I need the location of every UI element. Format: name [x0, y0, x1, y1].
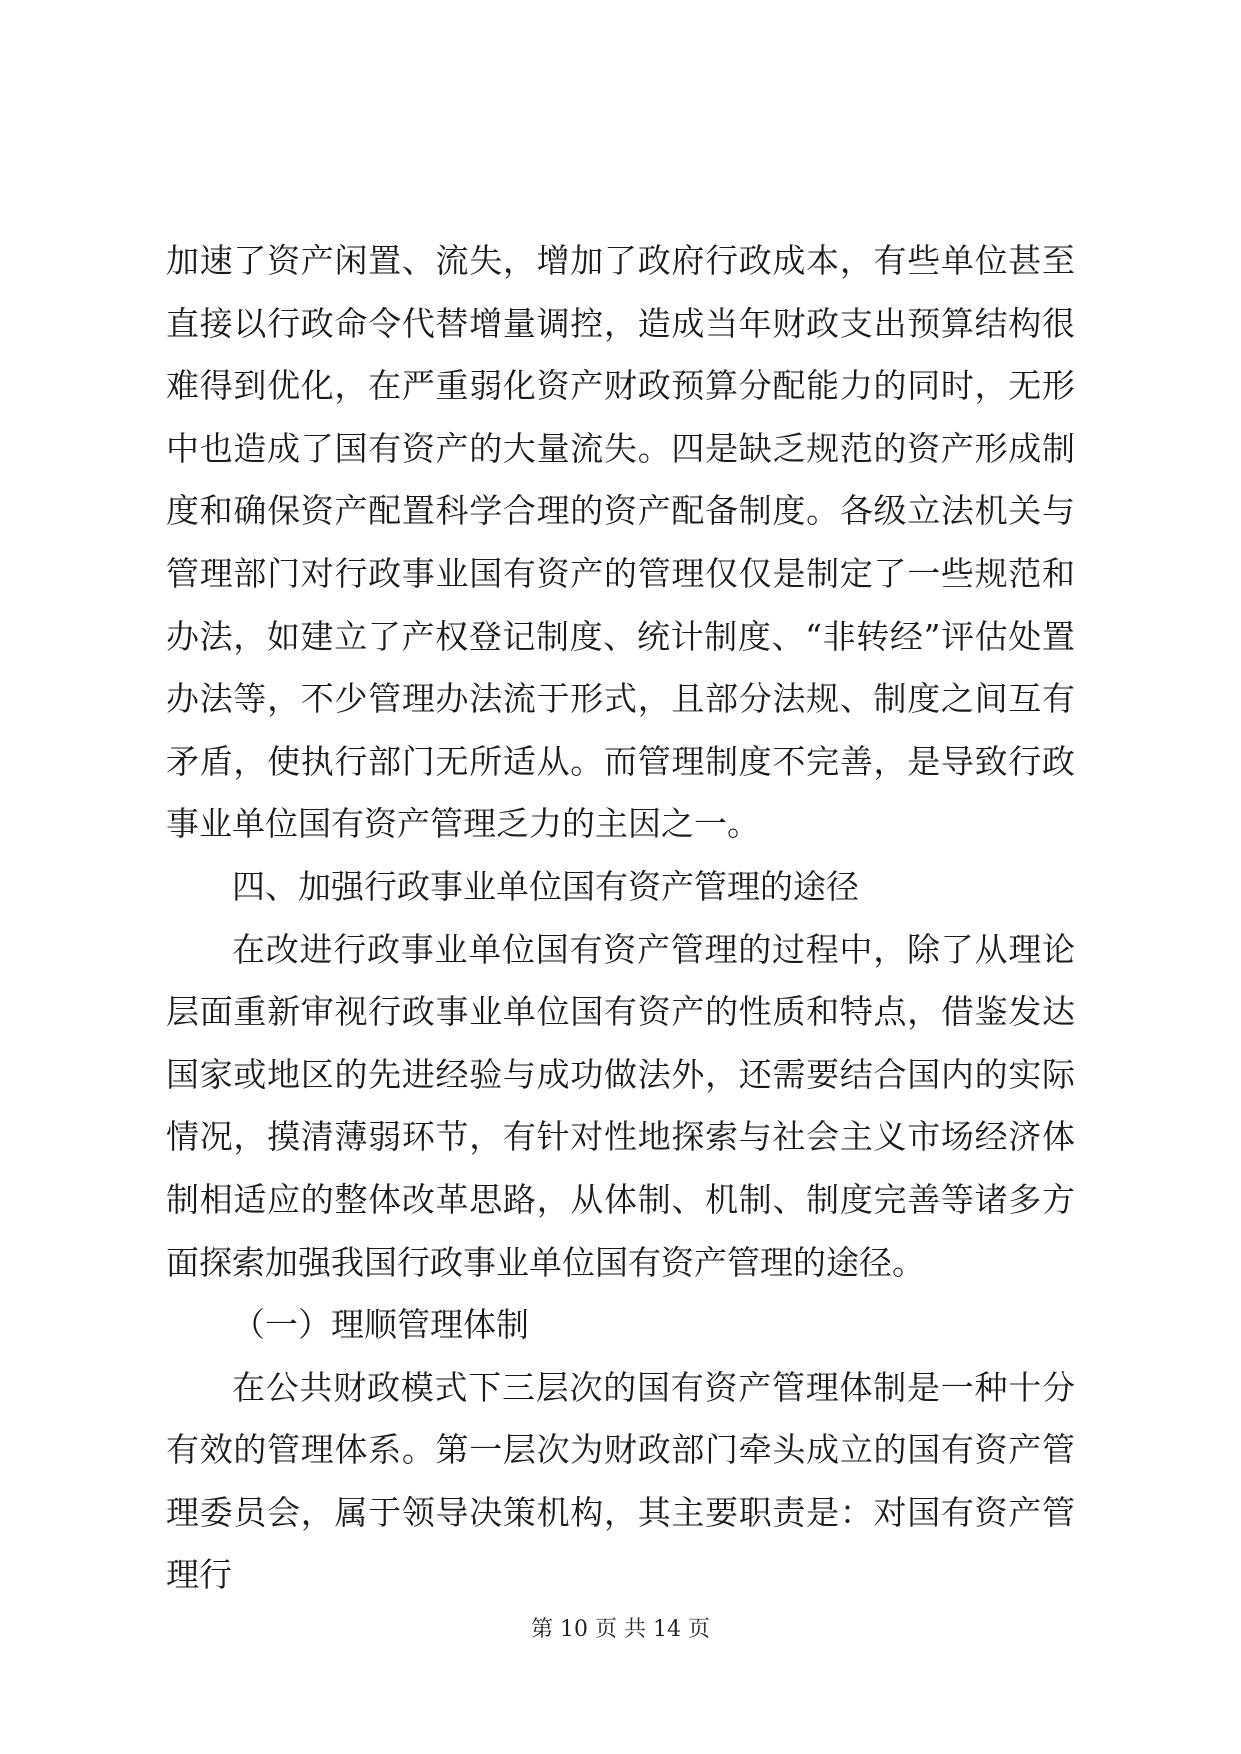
- document-body: [166, 230, 1075, 1607]
- body-paragraph: 在改进行政事业单位国有资产管理的过程中，除了从理论层面重新审视行政事业单位国有资产的性质和特点，借鉴发达国家或地区的先进经验与成功做法外，还需要结合国内的实际情况，摸清薄弱环节，有针对性地探索与社会主义市场经济体制相适应的整体改革思路，从体制、机制、制度完善等诸多方面探索加强我国行政事业单位国有资产管理的途径。: [166, 929, 1075, 1282]
- subsection-heading: （一）理顺管理体制: [232, 1305, 529, 1345]
- section-heading: 四、加强行政事业单位国有资产管理的途径: [232, 866, 859, 906]
- body-paragraph: 在公共财政模式下三层次的国有资产管理体制是一种十分有效的管理体系。第一层次为财政部门牵头成立的国有资产管理委员会，属于领导决策机构，其主要职责是：对国有资产管理行: [166, 1367, 1075, 1595]
- page-footer: [0, 1612, 1241, 1643]
- continued-paragraph: 加速了资产闲置、流失，增加了政府行政成本，有些单位甚至直接以行政命令代替增量调控，造成当年财政支出预算结构很难得到优化，在严重弱化资产财政预算分配能力的同时，无形中也造成了国有资产的大量流失。四是缺乏规范的资产形成制度和确保资产配置科学合理的资产配备制度。各级立法机关与管理部门对行政事业国有资产的管理仅仅是制定了一些规范和办法，如建立了产权登记制度、统计制度、“非转经”评估处置办法等，不少管理办法流于形式，且部分法规、制度之间互有矛盾，使执行部门无所适从。而管理制度不完善，是导致行政事业单位国有资产管理乏力的主因之一。: [166, 241, 1075, 844]
- page-number-label: 第 10 页 共 14 页: [531, 1617, 710, 1642]
